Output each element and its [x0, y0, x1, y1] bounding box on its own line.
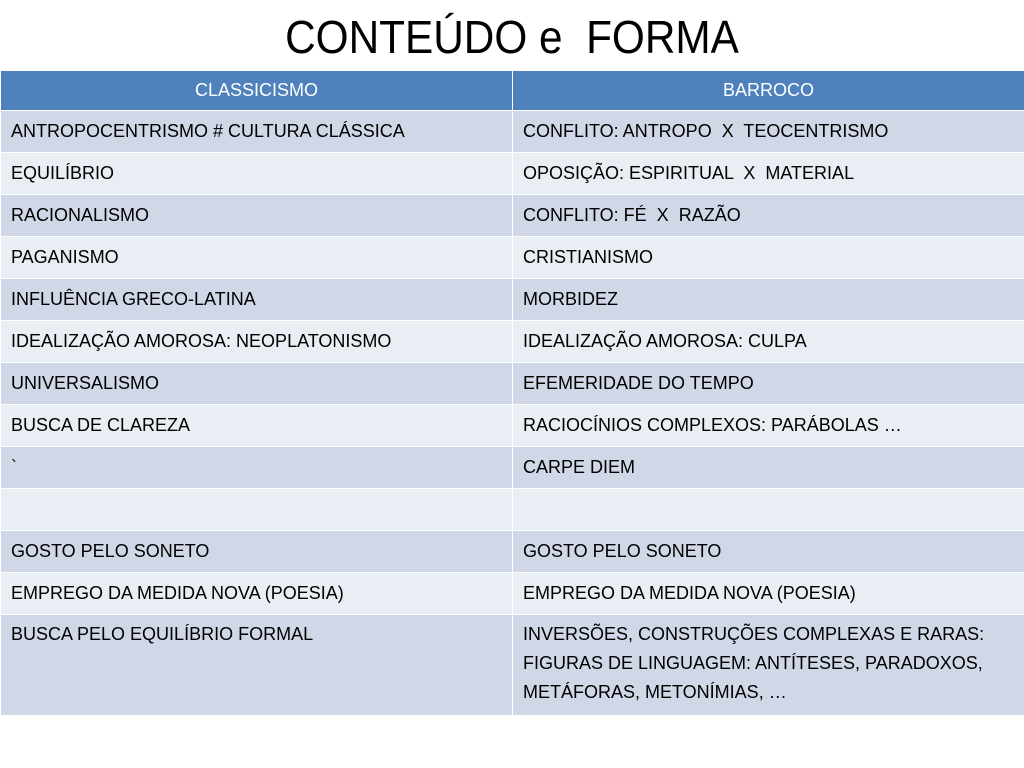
- table-row: [1, 405, 1024, 447]
- cell-barroco: [513, 489, 1024, 531]
- cell-classicismo: EMPREGO DA MEDIDA NOVA (POESIA): [1, 573, 513, 615]
- cell-barroco: EMPREGO DA MEDIDA NOVA (POESIA): [513, 573, 1024, 615]
- table-row: [1, 531, 1024, 573]
- cell-barroco: INVERSÕES, CONSTRUÇÕES COMPLEXAS E RARAS: FIGURAS DE LINGUAGEM: ANTÍTESES, PARADOXOS, METÁFORAS, METONÍMIAS, …: [513, 615, 1024, 716]
- table-row: [1, 111, 1024, 153]
- table-header-row: [1, 71, 1024, 111]
- cell-classicismo: ANTROPOCENTRISMO # CULTURA CLÁSSICA: [1, 111, 513, 153]
- cell-classicismo: BUSCA PELO EQUILÍBRIO FORMAL: [1, 615, 513, 716]
- cell-barroco: CARPE DIEM: [513, 447, 1024, 489]
- cell-barroco: GOSTO PELO SONETO: [513, 531, 1024, 573]
- table-row: [1, 321, 1024, 363]
- table-row: [1, 573, 1024, 615]
- table-row: [1, 153, 1024, 195]
- cell-classicismo: EQUILÍBRIO: [1, 153, 513, 195]
- comparison-table: [0, 70, 1024, 716]
- cell-classicismo: GOSTO PELO SONETO: [1, 531, 513, 573]
- cell-barroco: OPOSIÇÃO: ESPIRITUAL X MATERIAL: [513, 153, 1024, 195]
- cell-barroco: CONFLITO: ANTROPO X TEOCENTRISMO: [513, 111, 1024, 153]
- comparison-table-container: [0, 70, 1024, 716]
- table-row: [1, 363, 1024, 405]
- table-row: [1, 279, 1024, 321]
- slide-title: CONTEÚDO e FORMA: [285, 11, 739, 63]
- cell-classicismo: IDEALIZAÇÃO AMOROSA: NEOPLATONISMO: [1, 321, 513, 363]
- cell-classicismo: [1, 489, 513, 531]
- cell-classicismo: `: [1, 447, 513, 489]
- cell-barroco: RACIOCÍNIOS COMPLEXOS: PARÁBOLAS …: [513, 405, 1024, 447]
- table-row: [1, 615, 1024, 716]
- cell-classicismo: BUSCA DE CLAREZA: [1, 405, 513, 447]
- table-row: [1, 237, 1024, 279]
- cell-classicismo: UNIVERSALISMO: [1, 363, 513, 405]
- table-row: [1, 195, 1024, 237]
- cell-barroco: IDEALIZAÇÃO AMOROSA: CULPA: [513, 321, 1024, 363]
- table-row: [1, 447, 1024, 489]
- table-row-empty: [1, 489, 1024, 531]
- cell-classicismo: RACIONALISMO: [1, 195, 513, 237]
- header-barroco: BARROCO: [513, 71, 1024, 111]
- cell-classicismo: PAGANISMO: [1, 237, 513, 279]
- cell-classicismo: INFLUÊNCIA GRECO-LATINA: [1, 279, 513, 321]
- header-classicismo: CLASSICISMO: [1, 71, 513, 111]
- cell-barroco: CONFLITO: FÉ X RAZÃO: [513, 195, 1024, 237]
- cell-barroco: MORBIDEZ: [513, 279, 1024, 321]
- cell-barroco: EFEMERIDADE DO TEMPO: [513, 363, 1024, 405]
- cell-barroco: CRISTIANISMO: [513, 237, 1024, 279]
